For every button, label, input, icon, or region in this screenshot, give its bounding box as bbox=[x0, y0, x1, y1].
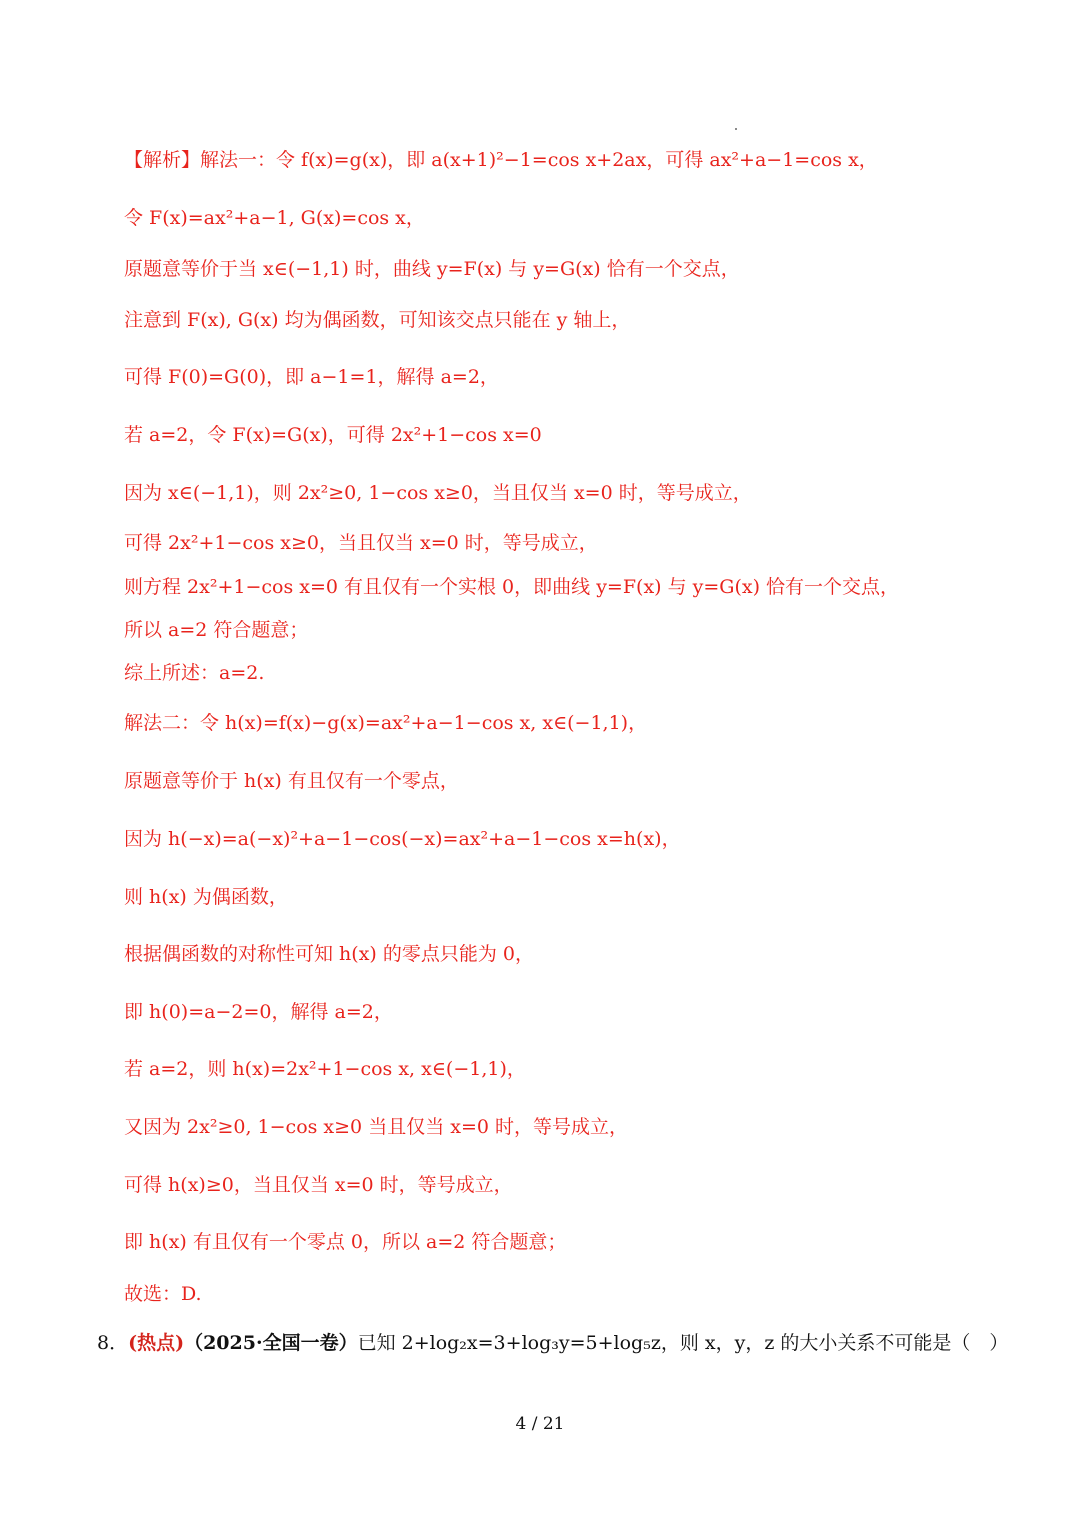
speck bbox=[735, 128, 737, 130]
solution-line: 所以 a=2 符合题意； bbox=[124, 619, 309, 641]
solution-line: 即 h(x) 有且仅有一个零点 0，所以 a=2 符合题意； bbox=[124, 1231, 567, 1253]
solution-line: 因为 x∈(−1,1)，则 2x²≥0, 1−cos x≥0，当且仅当 x=0 时，等号成立， bbox=[124, 482, 752, 504]
hot-tag: (热点) bbox=[128, 1332, 185, 1354]
solution-line: 注意到 F(x), G(x) 均为偶函数，可知该交点只能在 y 轴上， bbox=[124, 309, 631, 331]
solution-line: 原题意等价于当 x∈(−1,1) 时，曲线 y=F(x) 与 y=G(x) 恰有一个交点， bbox=[124, 258, 740, 280]
question-number: 8． bbox=[97, 1332, 129, 1354]
solution-line: 可得 h(x)≥0，当且仅当 x=0 时，等号成立， bbox=[124, 1174, 513, 1196]
solution-line: 若 a=2，则 h(x)=2x²+1−cos x, x∈(−1,1)， bbox=[124, 1058, 526, 1080]
question-8 bbox=[97, 1330, 1008, 1356]
solution-line: 因为 h(−x)=a(−x)²+a−1−cos(−x)=ax²+a−1−cos x=h(x)， bbox=[124, 828, 681, 850]
question-source: （2025·全国一卷） bbox=[184, 1332, 358, 1354]
solution-line: 原题意等价于 h(x) 有且仅有一个零点， bbox=[124, 770, 459, 792]
solution-line: 综上所述：a=2. bbox=[124, 662, 265, 684]
solution-line: 则 h(x) 为偶函数， bbox=[124, 886, 288, 908]
solution-line: 则方程 2x²+1−cos x=0 有且仅有一个实根 0，即曲线 y=F(x) 与 y=G(x) 恰有一个交点， bbox=[124, 576, 900, 598]
solution-line: 解法二：令 h(x)=f(x)−g(x)=ax²+a−1−cos x, x∈(−1,1)， bbox=[124, 712, 648, 734]
analysis-label: 【解析】 bbox=[124, 149, 201, 171]
solution-line: 若 a=2，令 F(x)=G(x)，可得 2x²+1−cos x=0 bbox=[124, 424, 542, 446]
solution-line: 又因为 2x²≥0, 1−cos x≥0 当且仅当 x=0 时，等号成立， bbox=[124, 1116, 628, 1138]
page-number: 4 / 21 bbox=[515, 1414, 565, 1434]
answer-line: 故选：D. bbox=[124, 1283, 202, 1305]
solution-line: 可得 F(0)=G(0)，即 a−1=1，解得 a=2， bbox=[124, 366, 499, 388]
solution-line: 令 F(x)=ax²+a−1, G(x)=cos x， bbox=[124, 207, 425, 229]
solution-line: 根据偶函数的对称性可知 h(x) 的零点只能为 0， bbox=[124, 943, 534, 965]
solution-line bbox=[124, 147, 878, 173]
line-text: 解法一：令 f(x)=g(x)，即 a(x+1)²−1=cos x+2ax，可得 ax²+a−1=cos x， bbox=[200, 149, 878, 171]
solution-line: 可得 2x²+1−cos x≥0，当且仅当 x=0 时，等号成立， bbox=[124, 532, 598, 554]
question-text: 已知 2+log₂x=3+log₃y=5+log₅z，则 x，y，z 的大小关系不可能是（ ） bbox=[357, 1332, 1009, 1354]
solution-line: 即 h(0)=a−2=0，解得 a=2， bbox=[124, 1001, 393, 1023]
